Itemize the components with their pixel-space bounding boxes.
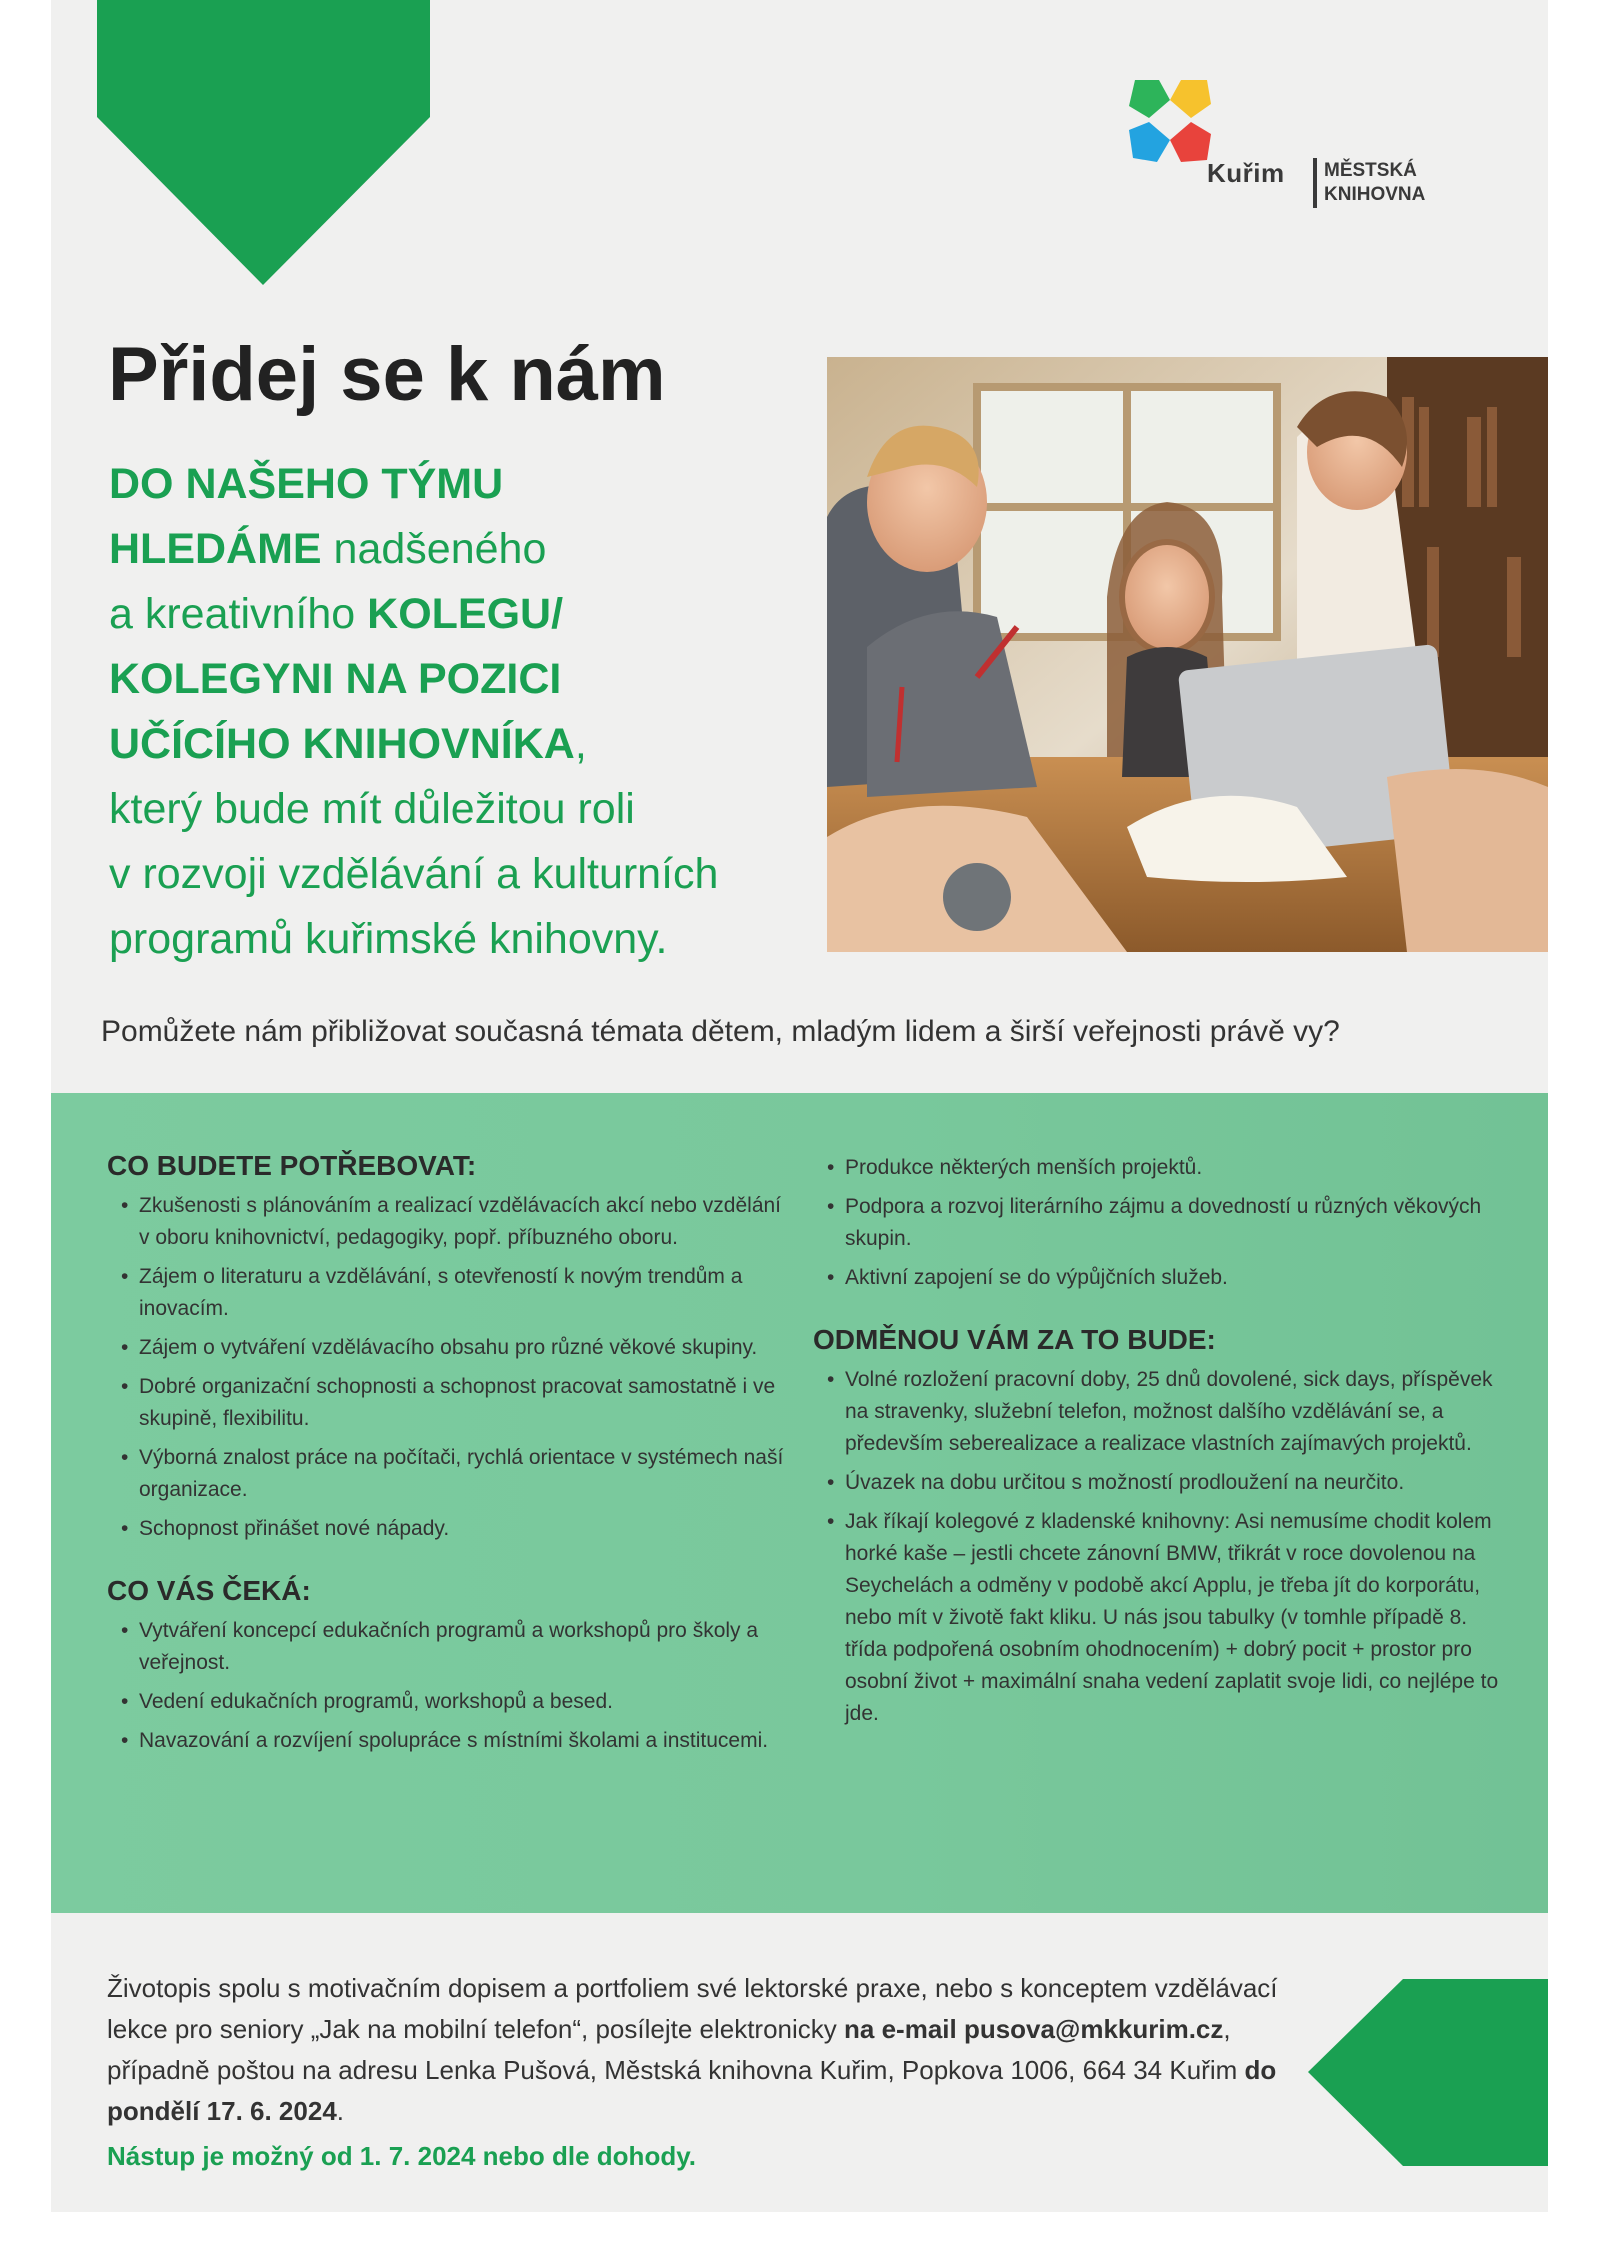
- section-title-need: CO BUDETE POTŘEBOVAT:: [107, 1150, 477, 1181]
- footer-text: , případně poštou na adresu Lenka Pušová, Městská knihovna Kuřim, Popkova 1006, 664 34 Kuřim: [107, 2014, 1245, 2085]
- kurim-logo-mark-icon: [1127, 78, 1213, 164]
- list-item: • Zkušenosti s plánováním a realizací vzdělávacích akcí nebo vzdělání v oboru knihovnictví, pedagogiky, popř. příbuzného oboru.: [107, 1190, 797, 1254]
- green-arrow-decoration: [1308, 1979, 1548, 2166]
- logo-divider: [1313, 158, 1317, 208]
- right-column: [813, 1152, 1513, 1758]
- footer-text: Životopis spolu s motivačním dopisem a portfoliem své lektorské praxe, nebo s konceptem vzdělávací lekce pro seniory „Jak na mobilní telefon“, posílejte elektronicky: [107, 1973, 1278, 2044]
- list-item: • Aktivní zapojení se do výpůjčních služeb.: [813, 1262, 1513, 1294]
- kurim-library-logo: [1127, 78, 1457, 218]
- lead-text: programů kuřimské knihovny.: [109, 915, 668, 963]
- lead-emphasis: UČÍCÍHO KNIHOVNÍKA: [109, 720, 575, 768]
- list-item: • Dobré organizační schopnosti a schopnost pracovat samostatně i ve skupině, flexibilitu.: [107, 1371, 797, 1435]
- expect-list: [107, 1615, 797, 1757]
- lead-emphasis: DO NAŠEHO TÝMU: [109, 460, 504, 508]
- reward-list: [813, 1364, 1513, 1730]
- list-item: • Schopnost přinášet nové nápady.: [107, 1513, 797, 1545]
- headline: Přidej se k nám: [108, 332, 666, 417]
- lead-text: v rozvoji vzdělávání a kulturních: [109, 850, 719, 898]
- logo-subtitle: [1324, 159, 1425, 207]
- lead-text: který bude mít důležitou roli: [109, 785, 635, 833]
- lead-paragraph: [109, 452, 829, 972]
- logo-subtitle-line2: KNIHOVNA: [1324, 184, 1426, 205]
- lead-text: nadšeného: [321, 525, 547, 573]
- lead-emphasis: KOLEGU/: [367, 590, 564, 638]
- deadline: do pondělí 17. 6. 2024: [107, 2055, 1277, 2126]
- lead-text: a kreativního: [109, 590, 368, 638]
- expect-more-list: [813, 1152, 1513, 1294]
- logo-kurim-text: Kuřim: [1207, 158, 1285, 188]
- section-title-expect: CO VÁS ČEKÁ:: [107, 1575, 311, 1606]
- need-list: [107, 1190, 797, 1545]
- poster: [51, 0, 1548, 2212]
- list-item: • Navazování a rozvíjení spolupráce s místními školami a institucemi.: [107, 1725, 797, 1757]
- lead-emphasis: KOLEGYNI NA POZICI: [109, 655, 562, 703]
- start-date-note: Nástup je možný od 1. 7. 2024 nebo dle dohody.: [107, 2141, 696, 2171]
- list-item: • Zájem o literaturu a vzdělávání, s otevřeností k novým trendům a inovacím.: [107, 1261, 797, 1325]
- green-chevron-decoration: [97, 0, 430, 285]
- list-item: • Zájem o vytváření vzdělávacího obsahu pro různé věkové skupiny.: [107, 1332, 797, 1364]
- application-instructions: [107, 1968, 1307, 2132]
- lead-text: ,: [574, 720, 587, 768]
- question-text: Pomůžete nám přibližovat současná témata dětem, mladým lidem a širší veřejnosti právě vy?: [101, 1015, 1340, 1048]
- list-item: • Úvazek na dobu určitou s možností prodloužení na neurčito.: [813, 1467, 1513, 1499]
- logo-subtitle-line1: MĚSTSKÁ: [1324, 160, 1417, 181]
- list-item: • Podpora a rozvoj literárního zájmu a dovedností u různých věkových skupin.: [813, 1191, 1513, 1255]
- left-column: [107, 1148, 797, 1785]
- list-item: • Vytváření koncepcí edukačních programů a workshopů pro školy a veřejnost.: [107, 1615, 797, 1679]
- footer-text: .: [336, 2096, 345, 2126]
- contact-email: na e-mail pusova@mkkurim.cz: [844, 2014, 1224, 2044]
- lead-emphasis: HLEDÁME: [109, 525, 322, 573]
- list-item: • Volné rozložení pracovní doby, 25 dnů dovolené, sick days, příspěvek na stravenky, služební telefon, možnost dalšího vzdělávání se, a především seberealizace a realizace vlastních zajímavých projektů.: [813, 1364, 1513, 1460]
- students-with-teacher-photo: [827, 357, 1548, 952]
- list-item: • Výborná znalost práce na počítači, rychlá orientace v systémech naší organizace.: [107, 1442, 797, 1506]
- section-title-reward: ODMĚNOU VÁM ZA TO BUDE:: [813, 1324, 1216, 1355]
- list-item: • Jak říkají kolegové z kladenské knihovny: Asi nemusíme chodit kolem horké kaše – jestli chcete zánovní BMW, třikrát v roce dovolenou na Seychelách a odměny v podobě akcí Applu, je třeba jít do korporátu, nebo mít v životě fakt kliku. U nás jsou tabulky (v tomhle případě 8. třída podpořená osobním ohodnocením) + dobrý pocit + prostor pro osobní život + maximální snaha vedení zaplatit svoje lidi, co nejlépe to jde.: [813, 1506, 1513, 1730]
- list-item: • Produkce některých menších projektů.: [813, 1152, 1513, 1184]
- list-item: • Vedení edukačních programů, workshopů a besed.: [107, 1686, 797, 1718]
